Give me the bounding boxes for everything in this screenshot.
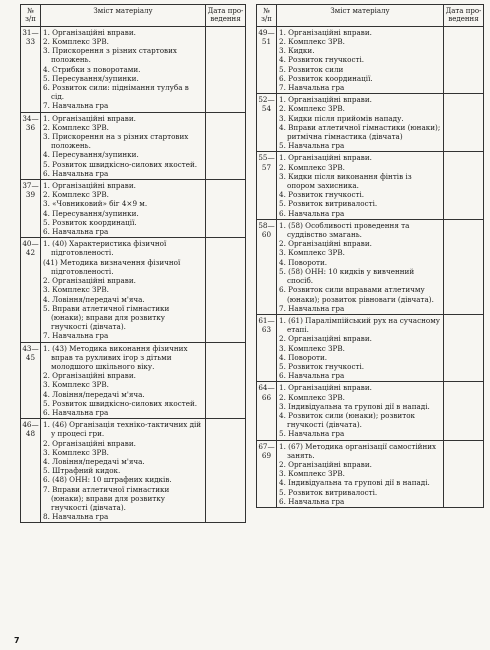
lesson-number: 57 — [261, 162, 272, 172]
lesson-item: 1. Організаційні вправи. — [43, 113, 136, 123]
lesson-item: 3. Комплекс ЗРВ. — [279, 248, 345, 258]
lesson-content-cell — [41, 419, 206, 523]
lesson-item: 6. Розвиток сили вправами атлетичму (юнаки); розвиток рівноваги (дівчата). — [279, 285, 434, 304]
lesson-item: 3. Комплекс ЗРВ. — [43, 285, 109, 295]
lesson-plan-table-left — [20, 4, 246, 523]
lesson-content-cell — [41, 342, 206, 419]
lesson-number-cell — [21, 238, 41, 342]
lesson-item: 6. Навчальна гра — [43, 407, 109, 417]
lesson-item: 1. (43) Методика виконання фізичних вправ та рухливих ігор з дітьми молодшого шкільного віку. — [43, 343, 188, 371]
lesson-item: 1. Організаційні вправи. — [279, 383, 372, 393]
lesson-item: 2. Організаційні вправи. — [279, 459, 372, 469]
table-row — [21, 342, 246, 419]
lesson-item: 4. Пересування/зупинки. — [43, 150, 139, 160]
lesson-number: 34— — [22, 113, 39, 123]
lesson-content-cell — [277, 382, 444, 440]
lesson-number-cell — [257, 26, 277, 93]
date-cell — [206, 180, 246, 238]
lesson-number: 52— — [258, 95, 275, 105]
lesson-content-cell — [41, 26, 206, 112]
date-cell — [444, 440, 484, 507]
date-cell — [206, 26, 246, 112]
lesson-item: 7. Вправи атлетичної гімнастики (юнаки); вправи для розвитку гнучкості (дівчата). — [43, 484, 170, 512]
lesson-number: 36 — [25, 122, 36, 132]
lesson-item: 3. Індивідуальна та групові дії в нападі. — [279, 401, 430, 411]
lesson-item: 5. Розвиток швидкісно-силових якостей. — [43, 159, 198, 169]
header-content: Зміст матеріалу — [41, 5, 206, 27]
table-row — [257, 219, 484, 314]
header-number: № з/п — [257, 5, 277, 27]
lesson-number: 43— — [22, 343, 39, 353]
lesson-number: 54 — [261, 104, 272, 114]
lesson-number: 69 — [261, 450, 272, 460]
table-row — [21, 238, 246, 342]
lesson-item: 4. Повороти. — [279, 257, 328, 267]
lesson-item: 3. Комплекс ЗРВ. — [279, 469, 345, 479]
lesson-number: 63 — [261, 325, 272, 335]
header-date: Дата про- ведення — [444, 5, 484, 27]
lesson-item: 2. Комплекс ЗРВ. — [279, 392, 345, 402]
lesson-item: 6. (48) ОНН: 10 штрафних кидків. — [43, 475, 172, 485]
lesson-item: (41) Методика визначення фізичної підготовленості. — [43, 257, 181, 276]
lesson-item: 3. Комплекс ЗРВ. — [279, 343, 345, 353]
lesson-item: 1. Організаційні вправи. — [43, 27, 136, 37]
date-cell — [206, 419, 246, 523]
lesson-number-cell — [21, 419, 41, 523]
lesson-number: 33 — [25, 37, 36, 47]
lesson-number: 39 — [25, 190, 36, 200]
lesson-item: 3. Комплекс ЗРВ. — [43, 380, 109, 390]
lesson-item: 2. Комплекс ЗРВ. — [43, 190, 109, 200]
header-content: Зміст матеріалу — [277, 5, 444, 27]
lesson-item: 4. Ловіння/передачі м'яча. — [43, 456, 145, 466]
lesson-item: 1. Організаційні вправи. — [279, 27, 372, 37]
lesson-number: 67— — [258, 441, 275, 451]
lesson-content-cell — [277, 440, 444, 507]
lesson-number: 42 — [25, 248, 36, 258]
lesson-content-cell — [41, 180, 206, 238]
table-row — [21, 112, 246, 179]
lesson-item: 5. Пересування/зупинки. — [43, 73, 139, 83]
table-row — [257, 26, 484, 93]
lesson-item: 5. (58) ОНН: 10 кидків у вивченний спосіб. — [279, 266, 415, 286]
table-row — [257, 152, 484, 219]
date-cell — [444, 152, 484, 219]
lesson-content-cell — [277, 314, 444, 381]
lesson-number-cell — [257, 94, 277, 152]
lesson-number: 31— — [22, 27, 39, 37]
lesson-number: 66 — [261, 392, 272, 402]
lesson-item: 5. Навчальна гра — [279, 141, 345, 151]
lesson-item: 1. (61) Паралімпійський рух на сучасному етапі. — [279, 315, 441, 335]
table-row — [257, 314, 484, 381]
lesson-number: 61— — [258, 315, 275, 325]
lesson-content-cell — [277, 219, 444, 314]
lesson-item: 1. (46) Організація техніко-тактичних дій у процесі гри. — [43, 420, 202, 439]
lesson-item: 7. Навчальна гра — [43, 101, 109, 111]
lesson-plan-table-right — [256, 4, 484, 508]
lesson-number: 48 — [25, 429, 36, 439]
table-header-row — [257, 5, 484, 27]
lesson-number: 60 — [261, 230, 272, 240]
lesson-item: 6. Навчальна гра — [279, 496, 345, 506]
table-row — [21, 26, 246, 112]
date-cell — [444, 26, 484, 93]
date-cell — [444, 219, 484, 314]
table-row — [21, 180, 246, 238]
lesson-item: 2. Комплекс ЗРВ. — [279, 37, 345, 47]
lesson-item: 2. Комплекс ЗРВ. — [43, 122, 109, 132]
lesson-item: 4. Індивідуальна та групові дії в нападі. — [279, 478, 430, 488]
lesson-content-cell — [41, 112, 206, 179]
lesson-number: 46— — [22, 420, 39, 430]
lesson-number: 58— — [258, 220, 275, 230]
page-number: 7 — [14, 636, 20, 645]
lesson-item: 4. Ловіння/передачі м'яча. — [43, 389, 145, 399]
lesson-item: 2. Комплекс ЗРВ. — [279, 162, 345, 172]
lesson-item: 6. Навчальна гра — [43, 227, 109, 237]
table-header-row — [21, 5, 246, 27]
lesson-item: 2. Організаційні вправи. — [43, 438, 136, 448]
lesson-number: 55— — [258, 153, 275, 163]
lesson-number-cell — [21, 180, 41, 238]
lesson-number-cell — [257, 382, 277, 440]
lesson-item: 1. Організаційні вправи. — [279, 153, 372, 163]
date-cell — [444, 382, 484, 440]
lesson-number-cell — [21, 26, 41, 112]
lesson-number-cell — [257, 440, 277, 507]
lesson-number: 45 — [25, 352, 36, 362]
lesson-item: 4. Вправи атлетичної гімнастики (юнаки); ритмічна гімнастика (дівчата) — [279, 122, 441, 142]
lesson-item: 5. Розвиток швидкісно-силових якостей. — [43, 398, 198, 408]
table-row — [257, 382, 484, 440]
lesson-item: 2. Організаційні вправи. — [279, 239, 372, 249]
lesson-item: 2. Комплекс ЗРВ. — [43, 37, 109, 47]
lesson-item: 1. (40) Характеристика фізичної підготовленості. — [43, 239, 167, 258]
lesson-item: 2. Організаційні вправи. — [43, 276, 136, 286]
lesson-item: 5. Розвиток витривалості. — [279, 487, 378, 497]
lesson-content-cell — [277, 94, 444, 152]
lesson-item: 6. Розвиток сили: піднімання тулуба в сід. — [43, 83, 189, 102]
lesson-content-cell — [277, 26, 444, 93]
lesson-item: 8. Навчальна гра — [43, 512, 109, 522]
lesson-item: 2. Організаційні вправи. — [279, 334, 372, 344]
lesson-content-cell — [277, 152, 444, 219]
lesson-item: 7. Навчальна гра — [43, 331, 109, 341]
lesson-item: 4. Ловіння/передачі м'яча. — [43, 294, 145, 304]
lesson-number-cell — [21, 342, 41, 419]
lesson-item: 4. Пересування/зупинки. — [43, 208, 139, 218]
lesson-item: 2. Організаційні вправи. — [43, 371, 136, 381]
lesson-item: 3. Кидки після прийомів нападу. — [279, 113, 404, 123]
header-date: Дата про- ведення — [206, 5, 246, 27]
lesson-item: 7. Навчальна гра — [279, 303, 345, 313]
lesson-item: 1. (67) Методика організації самостійних занять. — [279, 441, 437, 460]
table-row — [21, 419, 246, 523]
lesson-item: 6. Розвиток координації. — [279, 73, 373, 83]
lesson-number: 37— — [22, 181, 39, 191]
lesson-item: 6. Навчальна гра — [279, 208, 345, 218]
date-cell — [206, 112, 246, 179]
lesson-item: 4. Розвиток сили (юнаки); розвиток гнучкості (дівчата). — [279, 410, 416, 430]
lesson-number: 51 — [261, 37, 272, 47]
lesson-number-cell — [257, 152, 277, 219]
lesson-number-cell — [257, 314, 277, 381]
date-cell — [206, 342, 246, 419]
lesson-item: 1. Організаційні вправи. — [43, 181, 136, 191]
lesson-item: 5. Розвиток координації. — [43, 217, 137, 227]
lesson-number-cell — [257, 219, 277, 314]
lesson-item: 1. (58) Особливості проведення та суддівство змагань. — [279, 220, 410, 240]
lesson-item: 2. Комплекс ЗРВ. — [279, 104, 345, 114]
lesson-item: 3. Прискорення з різних стартових положень. — [43, 46, 177, 65]
lesson-item: 3. «Човниковий» біг 4×9 м. — [43, 199, 148, 209]
lesson-number: 40— — [22, 239, 39, 249]
lesson-item: 3. Прискорення на з різних стартових положень. — [43, 132, 189, 151]
lesson-item: 4. Розвиток гнучкості. — [279, 55, 365, 65]
table-row — [257, 440, 484, 507]
table-row — [257, 94, 484, 152]
lesson-item: 4. Стрибки з поворотами. — [43, 64, 141, 74]
date-cell — [444, 314, 484, 381]
lesson-item: 5. Розвиток сили — [279, 64, 344, 74]
lesson-item: 5. Розвиток витривалості. — [279, 199, 378, 209]
lesson-item: 1. Організаційні вправи. — [279, 95, 372, 105]
header-number: № з/п — [21, 5, 41, 27]
lesson-item: 3. Кидки. — [279, 46, 315, 56]
lesson-item: 7. Навчальна гра — [279, 83, 345, 93]
lesson-item: 3. Комплекс ЗРВ. — [43, 447, 109, 457]
date-cell — [444, 94, 484, 152]
lesson-item: 5. Вправи атлетичної гімнастики (юнаки); вправи для розвитку гнучкості (дівчата). — [43, 303, 170, 332]
lesson-number: 64— — [258, 383, 275, 393]
lesson-item: 4. Повороти. — [279, 352, 328, 362]
date-cell — [206, 238, 246, 342]
lesson-item: 6. Навчальна гра — [279, 371, 345, 381]
lesson-item: 3. Кидки після виконання фінтів із опором захисника. — [279, 171, 412, 191]
lesson-content-cell — [41, 238, 206, 342]
lesson-item: 5. Розвиток гнучкості. — [279, 361, 365, 371]
lesson-number-cell — [21, 112, 41, 179]
lesson-item: 5. Навчальна гра — [279, 429, 345, 439]
lesson-item: 5. Штрафний кидок. — [43, 466, 121, 476]
lesson-item: 6. Навчальна гра — [43, 168, 109, 178]
lesson-item: 4. Розвиток гнучкості. — [279, 190, 365, 200]
lesson-number: 49— — [258, 27, 275, 37]
